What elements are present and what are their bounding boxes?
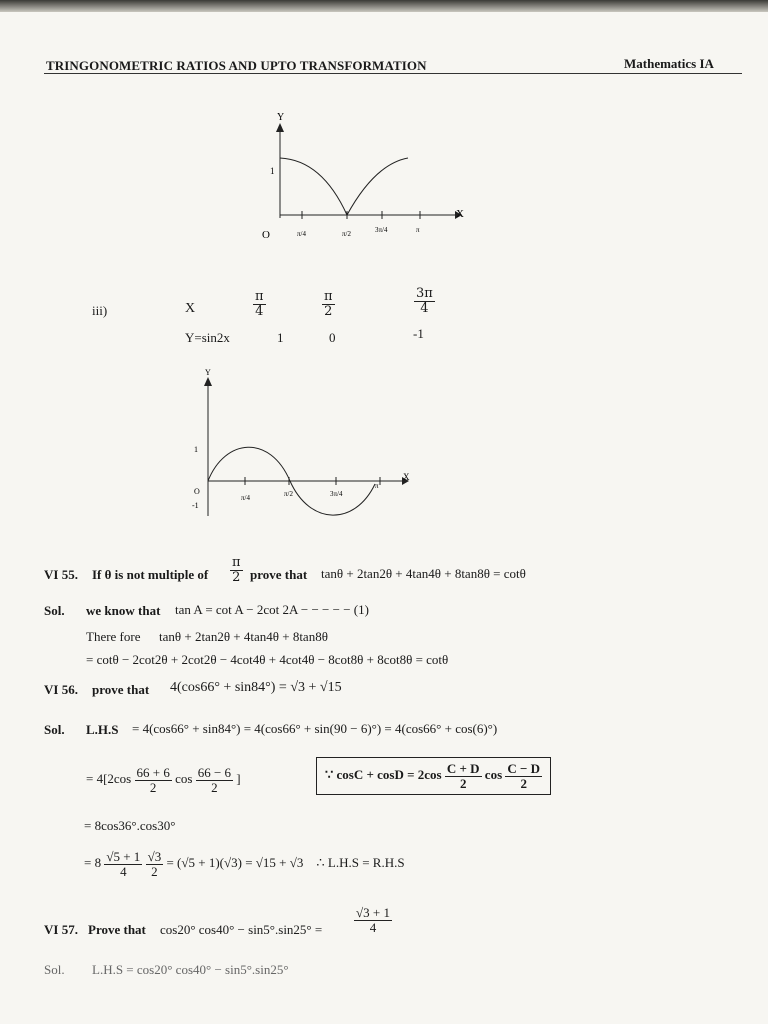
problem-56-line2-c: ] bbox=[236, 771, 241, 787]
problem-57-expression: cos20° cos40° − sin5°.sin25° = bbox=[160, 922, 323, 937]
identity-box-f1-den: 2 bbox=[459, 775, 467, 791]
table-x2-num: π bbox=[324, 289, 333, 304]
problem-55-sol-line1-b: tan A = cot A − 2cot 2A − − − − − (1) bbox=[175, 602, 369, 617]
problem-56-line4-b: = (√5 + 1)(√3) = √15 + √3 bbox=[166, 855, 304, 871]
problem-57-sol-line: L.H.S = cos20° cos40° − sin5°.sin25° bbox=[92, 962, 289, 977]
problem-55-sol-line2-b: tanθ + 2tan2θ + 4tan4θ + 8tan8θ bbox=[159, 629, 328, 644]
problem-56-statement: prove that bbox=[92, 682, 150, 697]
problem-56-tag: VI 56. bbox=[44, 682, 78, 697]
problem-56-line3: = 8cos36°.cos30° bbox=[84, 818, 176, 833]
problem-56-line4-f1-num: √5 + 1 bbox=[106, 849, 141, 864]
graph-2-x-tick-4: π bbox=[375, 482, 379, 490]
problem-55-frac-num: π bbox=[232, 555, 241, 570]
graph-1-y-tick: 1 bbox=[270, 166, 275, 176]
table-x3-den: 4 bbox=[420, 300, 429, 316]
problem-55-statement-b: prove that bbox=[250, 567, 308, 582]
graph-1-x-label: X bbox=[456, 208, 464, 220]
identity-box-b: cos bbox=[484, 767, 503, 783]
table-label: iii) bbox=[92, 303, 108, 318]
subject-title: Mathematics IA bbox=[624, 56, 714, 71]
identity-box-f2-den: 2 bbox=[520, 775, 527, 791]
table-y-value-1: 1 bbox=[277, 330, 284, 345]
problem-55-statement-a: If θ is not multiple of bbox=[92, 567, 209, 582]
chapter-title: TRINGONOMETRIC RATIOS AND UPTO TRANSFORMATION bbox=[46, 58, 427, 73]
graph-1-y-label: Y bbox=[277, 112, 285, 123]
table-x1-num: π bbox=[255, 289, 264, 304]
problem-56-line4-f2-den: 2 bbox=[151, 863, 158, 879]
problem-56-line2-f1-den: 2 bbox=[149, 779, 157, 795]
graph-1-curve bbox=[280, 158, 408, 215]
problem-56-line2-f2-den: 2 bbox=[211, 779, 218, 795]
graph-2-x-tick-1: π/4 bbox=[241, 494, 250, 502]
problem-56-sol-label: Sol. bbox=[44, 722, 65, 737]
graph-2-y-arrow bbox=[204, 377, 212, 386]
graph-1-origin: O bbox=[262, 229, 270, 241]
problem-56-line4 bbox=[84, 850, 405, 878]
identity-box bbox=[316, 757, 551, 795]
problem-57-sol-label: Sol. bbox=[44, 962, 65, 977]
problem-55-sol-line2-a: There fore bbox=[86, 629, 141, 644]
problem-55-fraction bbox=[230, 556, 243, 584]
identity-box-a: ∵ cosC + cosD = 2cos bbox=[325, 767, 442, 783]
problem-55-expression: tanθ + 2tan2θ + 4tan4θ + 8tan8θ = cotθ bbox=[321, 566, 526, 581]
graph-2-x-tick-2: π/2 bbox=[284, 490, 293, 498]
problem-55-sol-line3: = cotθ − 2cot2θ + 2cot2θ − 4cot4θ + 4cot4θ − 8cot8θ + 8cot8θ = cotθ bbox=[86, 652, 449, 667]
problem-57-frac-den: 4 bbox=[369, 919, 377, 935]
table-x-value-1 bbox=[253, 290, 266, 318]
graph-2-y-neg-tick: -1 bbox=[192, 501, 199, 510]
graph-1-x-tick-2: π/2 bbox=[342, 230, 351, 238]
problem-56-line4-f2-num: √3 bbox=[147, 849, 162, 864]
graph-2 bbox=[170, 366, 420, 526]
table-y-value-3: -1 bbox=[413, 326, 424, 341]
graph-2-y-pos-tick: 1 bbox=[194, 445, 198, 454]
problem-56-line2-a: = 4[2cos bbox=[86, 771, 132, 787]
problem-55-sol-line1-a: we know that bbox=[86, 603, 161, 618]
graph-2-y-label: Y bbox=[205, 368, 211, 377]
table-x-value-3 bbox=[414, 287, 435, 315]
problem-57-statement: Prove that bbox=[88, 922, 146, 937]
identity-box-f1-num: C + D bbox=[446, 761, 480, 776]
problem-56-expression: 4(cos66° + sin84°) = √3 + √15 bbox=[170, 680, 342, 695]
table-x1-den: 4 bbox=[255, 303, 264, 319]
problem-56-line1: = 4(cos66° + sin84°) = 4(cos66° + sin(90 − 6)°) = 4(cos66° + cos(6)°) bbox=[132, 721, 498, 736]
identity-box-f2-num: C − D bbox=[507, 761, 541, 776]
problem-57-tag: VI 57. bbox=[44, 922, 78, 937]
page-top-edge bbox=[0, 0, 768, 12]
problem-57-frac-num: √3 + 1 bbox=[356, 905, 390, 920]
graph-1 bbox=[230, 108, 480, 248]
problem-57-fraction bbox=[354, 906, 392, 934]
problem-56-line4-f1-den: 4 bbox=[120, 863, 127, 879]
problem-56-line2 bbox=[86, 766, 241, 794]
problem-56-line2-b: cos bbox=[175, 771, 193, 787]
graph-1-x-tick-4: π bbox=[416, 226, 420, 234]
graph-1-x-tick-3: 3π/4 bbox=[375, 226, 388, 234]
problem-55-frac-den: 2 bbox=[232, 569, 241, 585]
problem-56-line2-f2-num: 66 − 6 bbox=[197, 765, 232, 780]
problem-56-line4-c: ∴ L.H.S = R.H.S bbox=[316, 855, 405, 871]
graph-2-x-tick-3: 3π/4 bbox=[330, 490, 343, 498]
header-rule bbox=[44, 73, 742, 74]
problem-56-lhs-label: L.H.S bbox=[86, 722, 119, 737]
graph-1-x-tick-1: π/4 bbox=[297, 230, 306, 238]
table-y-header: Y=sin2x bbox=[185, 330, 230, 345]
graph-2-x-label: X bbox=[403, 472, 410, 482]
graph-2-origin: O bbox=[194, 487, 200, 496]
table-x3-num: 3π bbox=[416, 286, 433, 301]
table-x-header: X bbox=[185, 301, 196, 316]
problem-55-sol-label: Sol. bbox=[44, 603, 65, 618]
graph-1-y-arrow bbox=[276, 123, 284, 132]
problem-56-line2-f1-num: 66 + 6 bbox=[136, 765, 170, 780]
table-x-value-2 bbox=[322, 290, 335, 318]
problem-55-tag: VI 55. bbox=[44, 567, 78, 582]
table-y-value-2: 0 bbox=[329, 330, 336, 345]
table-x2-den: 2 bbox=[324, 303, 333, 319]
problem-56-line4-a: = 8 bbox=[84, 855, 102, 871]
